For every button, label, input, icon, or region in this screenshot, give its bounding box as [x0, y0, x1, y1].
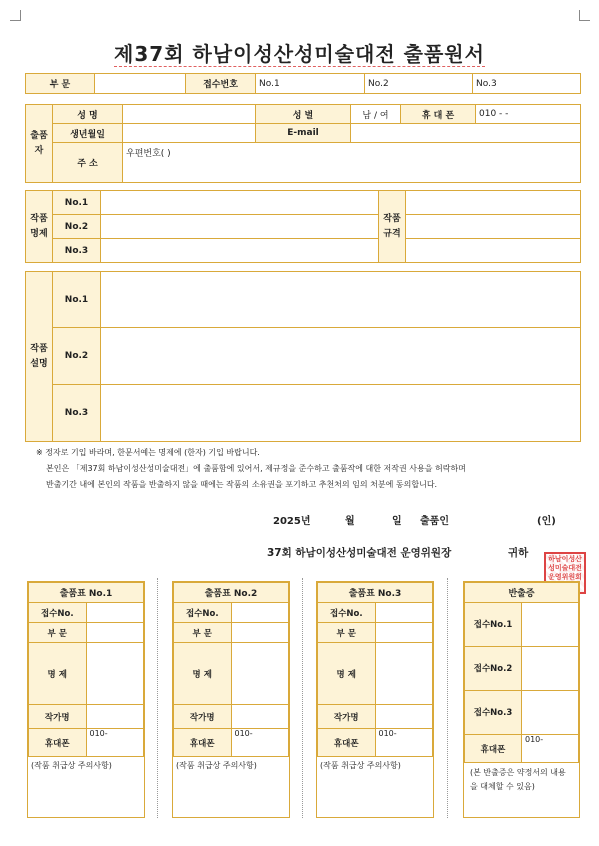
cut-line: [157, 578, 158, 818]
email-label: E-mail: [256, 124, 351, 143]
work-desc-no3-field[interactable]: [101, 385, 581, 442]
work-title-section-label: 작품명제: [26, 191, 53, 263]
ticket-3-artist-label: 작가명: [318, 705, 376, 729]
cut-line: [302, 578, 303, 818]
gender-label: 성 별: [256, 105, 351, 124]
return-receipt-1-field[interactable]: [522, 603, 579, 647]
name-label: 성 명: [53, 105, 123, 124]
ticket-3-phone-field[interactable]: 010-: [375, 729, 433, 757]
return-receipt-1-label: 접수No.1: [465, 603, 522, 647]
crop-mark: [579, 10, 590, 21]
note-line-2: 본인은 「제37회 하남이성산성미술대전」에 출품함에 있어서, 제규정을 준수하고 출품작에 대한 저작권 사용을 허락하며: [46, 464, 466, 473]
ticket-3-receipt-field[interactable]: [375, 603, 433, 623]
work-desc-no2-label: No.2: [53, 328, 101, 385]
receipt-no2[interactable]: [365, 74, 473, 94]
ticket-1-myeongje-label: 명 제: [29, 643, 87, 705]
work-desc-no2-field[interactable]: [101, 328, 581, 385]
ticket-2-bumun-label: 부 문: [174, 623, 232, 643]
return-ticket-note: (본 반출증은 약정서의 내용을 대체할 수 있음): [470, 768, 566, 791]
ticket-2-artist-field[interactable]: [231, 705, 289, 729]
work-size-no1-field[interactable]: [406, 191, 581, 215]
work-desc-no1-field[interactable]: [101, 272, 581, 328]
ticket-3-bumun-field[interactable]: [375, 623, 433, 643]
note-line-3: 반출기간 내에 본인의 작품을 반출하지 않을 때에는 작품의 소유권을 포기하고 추천처의 임의 처분에 동의합니다.: [46, 480, 438, 489]
work-desc-section-label: 작품설명: [26, 272, 53, 442]
work-title-no3-field[interactable]: [101, 239, 379, 263]
ticket-3-myeongje-field[interactable]: [375, 643, 433, 705]
ticket-2-artist-label: 작가명: [174, 705, 232, 729]
applicant-table: [25, 104, 581, 183]
work-size-no2-field[interactable]: [406, 215, 581, 239]
sign-year: 2025년: [273, 516, 311, 527]
ticket-1-artist-label: 작가명: [29, 705, 87, 729]
ticket-1-receipt-field[interactable]: [86, 603, 144, 623]
sign-applicant-label: 출품인: [420, 516, 449, 527]
cut-line: [447, 578, 448, 818]
return-phone-label: 휴대폰: [465, 735, 522, 763]
postal-code-label: 우편번호( ): [126, 149, 171, 159]
entry-ticket-1: [27, 581, 145, 818]
work-size-section-label: 작품규격: [379, 191, 406, 263]
ticket-1-note: (작품 취급상 주의사항): [31, 761, 112, 770]
ticket-3-bumun-label: 부 문: [318, 623, 376, 643]
return-phone-field[interactable]: 010-: [522, 735, 579, 763]
receipt-no3-label: No.3: [476, 78, 497, 89]
work-title-no2-field[interactable]: [101, 215, 379, 239]
crop-mark: [10, 10, 21, 21]
receipt-no1-label: No.1: [259, 78, 280, 89]
entry-ticket-3: [316, 581, 434, 818]
name-field[interactable]: [123, 105, 256, 124]
ticket-1-phone-label: 휴대폰: [29, 729, 87, 757]
ticket-2-phone-field[interactable]: 010-: [231, 729, 289, 757]
receipt-no2-label: No.2: [368, 78, 389, 89]
ticket-3-note: (작품 취급상 주의사항): [320, 761, 401, 770]
return-ticket-title: 반출증: [465, 583, 579, 603]
ticket-2-bumun-field[interactable]: [231, 623, 289, 643]
ticket-1-artist-field[interactable]: [86, 705, 144, 729]
notes-block: [36, 445, 581, 493]
bumun-field[interactable]: [95, 74, 186, 94]
sign-day: 일: [392, 516, 402, 527]
return-ticket: [463, 581, 580, 818]
birth-label: 생년월일: [53, 124, 123, 143]
official-seal-stamp: 하남이성산성미술대전운영위원회: [544, 552, 586, 594]
ticket-1-phone-field[interactable]: 010-: [86, 729, 144, 757]
applicant-section-label: 출품자: [26, 105, 53, 183]
ticket-3-myeongje-label: 명 제: [318, 643, 376, 705]
email-field[interactable]: [351, 124, 581, 143]
address-field[interactable]: [123, 143, 581, 183]
sign-month: 월: [345, 516, 355, 527]
receipt-label: 접수번호: [186, 74, 256, 94]
note-line-1: ※ 정자로 기입 바라며, 한문서예는 명제에 (한자) 기입 바랍니다.: [36, 448, 260, 457]
bumun-label: 부 문: [26, 74, 95, 94]
return-receipt-3-label: 접수No.3: [465, 691, 522, 735]
ticket-2-phone-label: 휴대폰: [174, 729, 232, 757]
birth-field[interactable]: [123, 124, 256, 143]
ticket-2-note: (작품 취급상 주의사항): [176, 761, 257, 770]
recipient: 37회 하남이성산성미술대전 운영위원장: [267, 547, 452, 559]
work-title-table: [25, 190, 581, 263]
receipt-no1[interactable]: [256, 74, 365, 94]
ticket-1-bumun-field[interactable]: [86, 623, 144, 643]
work-title-no2-label: No.2: [53, 215, 101, 239]
honorific: 귀하: [508, 547, 529, 559]
ticket-1-receipt-label: 접수No.: [29, 603, 87, 623]
ticket-3-artist-field[interactable]: [375, 705, 433, 729]
ticket-3-title: 출품표 No.3: [318, 583, 433, 603]
ticket-2-myeongje-label: 명 제: [174, 643, 232, 705]
form-title: 제37회 하남이성산성미술대전 출품원서: [114, 42, 485, 66]
ticket-1-bumun-label: 부 문: [29, 623, 87, 643]
ticket-1-title: 출품표 No.1: [29, 583, 144, 603]
ticket-1-myeongje-field[interactable]: [86, 643, 144, 705]
work-size-no3-field[interactable]: [406, 239, 581, 263]
ticket-3-phone-label: 휴대폰: [318, 729, 376, 757]
work-desc-no1-label: No.1: [53, 272, 101, 328]
phone-label: 휴 대 폰: [401, 105, 476, 124]
work-title-no1-label: No.1: [53, 191, 101, 215]
ticket-2-receipt-label: 접수No.: [174, 603, 232, 623]
work-desc-no3-label: No.3: [53, 385, 101, 442]
entry-ticket-2: [172, 581, 290, 818]
top-row-table: [25, 73, 581, 94]
gender-field[interactable]: 남 / 여: [351, 105, 401, 124]
sign-seal: (인): [537, 516, 556, 527]
ticket-2-title: 출품표 No.2: [174, 583, 289, 603]
work-desc-table: [25, 271, 581, 442]
return-receipt-2-label: 접수No.2: [465, 647, 522, 691]
ticket-2-myeongje-field[interactable]: [231, 643, 289, 705]
return-receipt-2-field[interactable]: [522, 647, 579, 691]
work-title-no3-label: No.3: [53, 239, 101, 263]
ticket-2-receipt-field[interactable]: [231, 603, 289, 623]
phone-field[interactable]: 010 - -: [476, 105, 581, 124]
work-title-no1-field[interactable]: [101, 191, 379, 215]
address-label: 주 소: [53, 143, 123, 183]
return-receipt-3-field[interactable]: [522, 691, 579, 735]
receipt-no3[interactable]: [473, 74, 581, 94]
ticket-3-receipt-label: 접수No.: [318, 603, 376, 623]
